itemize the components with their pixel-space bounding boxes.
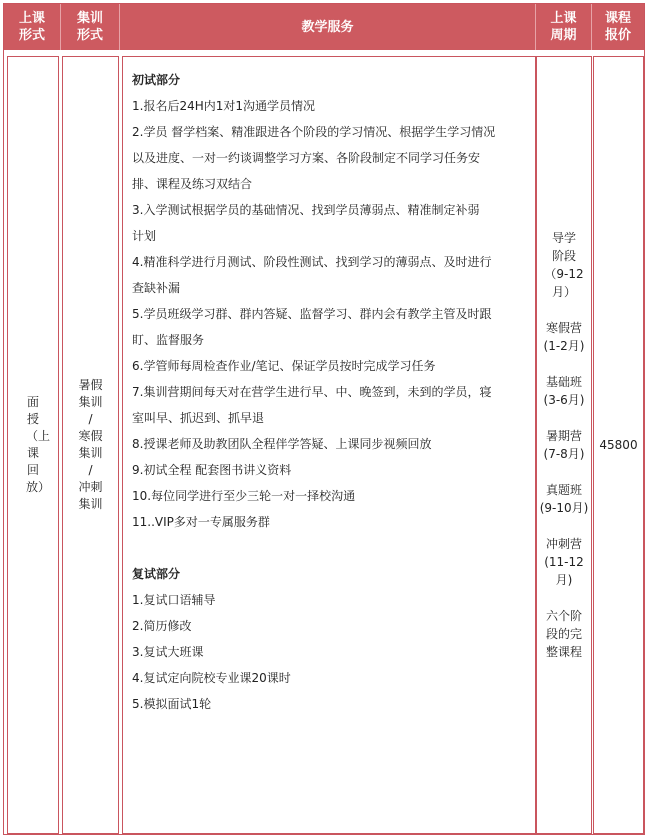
period-item: 真题班 (9-10月) — [539, 483, 589, 515]
service-item: 盯、监督服务 — [132, 333, 205, 347]
service-item: 10.每位同学进行至少三轮一对一择校沟通 — [132, 489, 356, 503]
period-item: 导学 阶段 （9-12月） — [544, 231, 584, 299]
service-item: 2.学员 督学档案、精准跟进各个阶段的学习情况、根据学生学习情况 — [132, 125, 496, 139]
period-item: 冲刺营 (11-12月) — [544, 537, 584, 587]
service-item: 排、课程及练习双结合 — [132, 177, 253, 191]
service-item: 8.授课老师及助教团队全程伴学答疑、上课同步视频回放 — [132, 437, 432, 451]
service-item: 6.学管师每周检查作业/笔记、保证学员按时完成学习任务 — [132, 359, 436, 373]
header-class-format: 上课 形式 — [4, 4, 61, 50]
period-item: 六个阶 段的完 整课程 — [545, 609, 582, 659]
service-item: 11..VIP多对一专属服务群 — [132, 515, 270, 529]
period-item: 暑期营 (7-8月) — [543, 429, 585, 461]
header-training-format: 集训 形式 — [61, 4, 120, 50]
service-item: 计划 — [132, 229, 157, 243]
service-item: 4.精准科学进行月测试、阶段性测试、找到学习的薄弱点、及时进行 — [132, 255, 492, 269]
teaching-service-cell — [122, 56, 536, 834]
course-price-value: 45800 — [599, 438, 638, 452]
class-format-text: 面授（上课回放） — [26, 395, 51, 494]
initial-section-title: 初试部分 — [132, 73, 181, 87]
service-item: 3.复试大班课 — [132, 645, 204, 659]
service-item: 查缺补漏 — [132, 281, 181, 295]
service-item: 7.集训营期间每天对在营学生进行早、中、晚签到，未到的学员，寝 — [132, 385, 492, 399]
service-item: 5.模拟面试1轮 — [132, 697, 212, 711]
service-item: 4.复试定向院校专业课20课时 — [132, 671, 291, 685]
class-format-cell — [7, 56, 59, 834]
retest-section-title: 复试部分 — [132, 567, 181, 581]
header-class-period: 上课 周期 — [536, 4, 592, 50]
period-item: 寒假营 (1-2月) — [543, 321, 585, 353]
training-format-cell — [62, 56, 119, 834]
service-item: 以及进度、一对一约谈调整学习方案、各阶段制定不同学习任务安 — [132, 151, 481, 165]
period-item: 基础班 (3-6月) — [543, 375, 585, 407]
service-item: 3.入学测试根据学员的基础情况、找到学员薄弱点、精准制定补弱 — [132, 203, 480, 217]
service-item: 1.复试口语辅导 — [132, 593, 216, 607]
header-teaching-service: 教学服务 — [120, 4, 536, 50]
period-list — [537, 229, 591, 661]
service-item: 5.学员班级学习群、群内答疑、监督学习、群内会有教学主管及时跟 — [132, 307, 492, 321]
service-item: 室叫早、抓迟到、抓早退 — [132, 411, 265, 425]
service-item: 1.报名后24H内1对1沟通学员情况 — [132, 99, 316, 113]
service-item: 2.简历修改 — [132, 619, 192, 633]
course-price-cell — [593, 56, 644, 834]
course-table — [3, 3, 645, 835]
class-period-cell — [536, 56, 592, 834]
training-format-list: 暑假 集训 / 寒假 集训 / 冲刺 集训 — [78, 378, 103, 511]
service-item: 9.初试全程 配套图书讲义资料 — [132, 463, 292, 477]
header-course-price: 课程 报价 — [592, 4, 644, 50]
